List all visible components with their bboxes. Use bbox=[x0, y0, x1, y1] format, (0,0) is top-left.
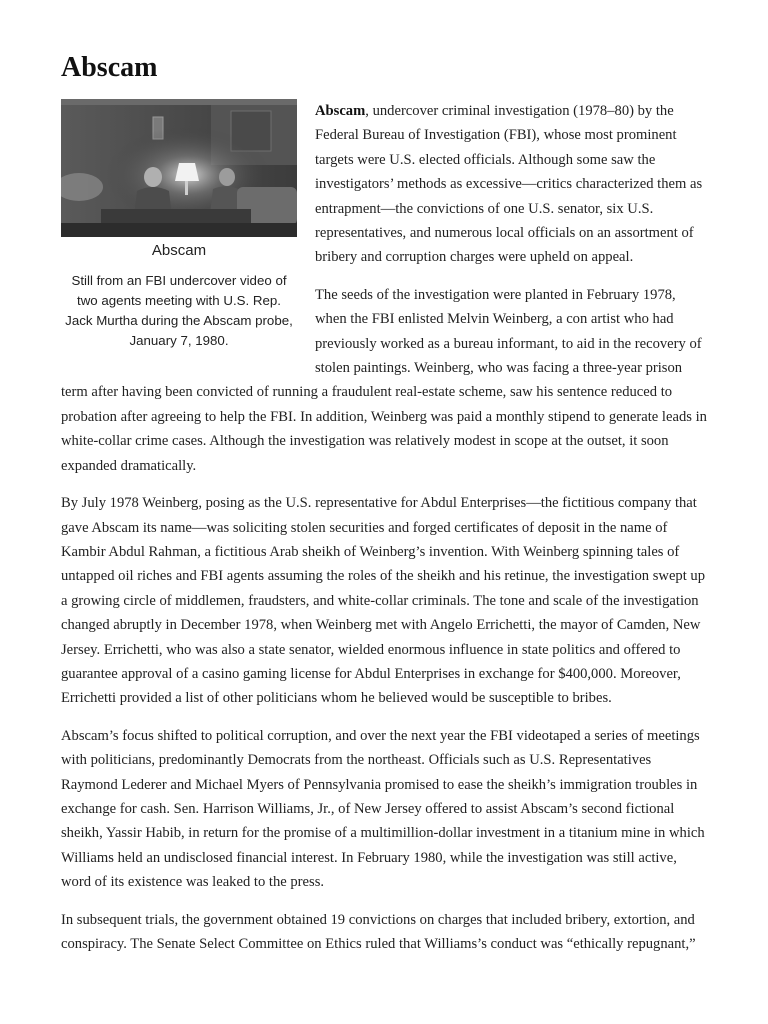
paragraph-3: By July 1978 Weinberg, posing as the U.S. representative for Abdul Enterprises—the fictitious company that gave Abscam its name—was soliciting stolen securities and forged certificates of deposit in the name of Kambir Abdul Rahman, a fictitious Arab sheikh of Weinberg’s invention. With Weinberg spinning tales of untapped oil riches and FBI agents assuming the roles of the sheikh and his retinue, the investigation swept up a growing circle of middlemen, fraudsters, and white-collar criminals. The tone and scale of the investigation changed abruptly in December 1978, when Weinberg met with Angelo Errichetti, the mayor of Camden, New Jersey. Errichetti, who was also a state senator, wielded enormous influence in state politics and offered to guarantee approval of a casino gaming license for Abdul Enterprises in exchange for $400,000. Moreover, Errichetti provided a list of other politicians whom he believed would be susceptible to bribes. bbox=[61, 495, 706, 707]
paragraph-5: In subsequent trials, the government obtained 19 convictions on charges that included bribery, extortion, and conspiracy. The Senate Select Committee on Ethics ruled that Williams’s conduct was “ethically repugnant,” bbox=[61, 911, 696, 952]
article-body bbox=[61, 99, 708, 969]
figure-title: Abscam bbox=[151, 242, 207, 259]
article-figure bbox=[61, 99, 297, 351]
paragraph-2: The seeds of the investigation were planted in February 1978, when the FBI enlisted Melvin Weinberg, a con artist who had previously worked as a bureau informant, to aid in the recovery of stolen paintings. Weinberg, who was facing a three-year prison term after having been convicted of running a fraudulent real-estate scheme, saw his sentence reduced to probation after agreeing to help the FBI. In addition, Weinberg was paid a monthly stipend to generate leads in white-collar crime cases. Although the investigation was relatively modest in scope at the outset, it soon expanded dramatically. bbox=[61, 286, 707, 474]
paragraph-1-text: , undercover criminal investigation (1978–80) by the Federal Bureau of Investigation (FBI), whose most prominent targets were U.S. elected officials. Although some saw the investigators’ methods as excessive—critics characterized them as entrapment—the convictions of one U.S. senator, six U.S. representatives, and numerous local officials on an assortment of bribery and corruption charges were upheld on appeal. bbox=[315, 103, 703, 266]
figure-photo[interactable] bbox=[61, 99, 297, 237]
lead-term: Abscam bbox=[315, 103, 366, 119]
figure-caption: Still from an FBI undercover video of two agents meeting with U.S. Rep. Jack Murtha during the Abscam probe, January 7, 1980. bbox=[65, 273, 293, 348]
page-title: Abscam bbox=[61, 52, 158, 83]
paragraph-4: Abscam’s focus shifted to political corruption, and over the next year the FBI videotaped a series of meetings with politicians, predominantly Democrats from the northeast. Officials such as U.S. Representatives Raymond Lederer and Michael Myers of Pennsylvania promised to ease the sheikh’s immigration troubles in exchange for cash. Sen. Harrison Williams, Jr., of New Jersey offered to assist Abscam’s second fictional sheikh, Yassir Habib, in return for the promise of a multimillion-dollar investment in a titanium mine in which Williams held an undisclosed financial interest. In February 1980, while the investigation was still active, word of its existence was leaked to the press. bbox=[61, 727, 705, 891]
